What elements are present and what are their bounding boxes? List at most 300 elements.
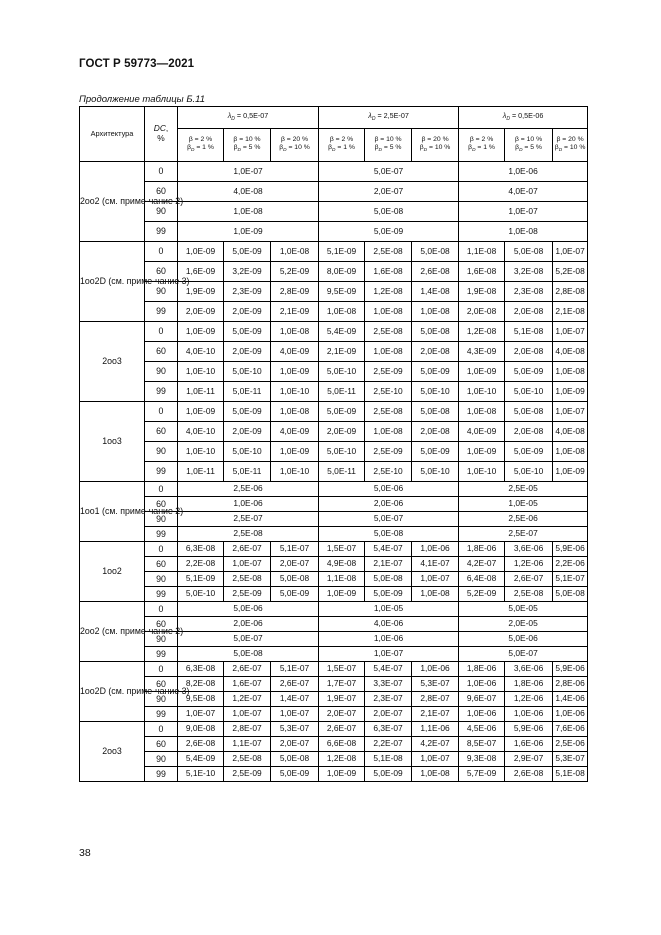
value-cell: 1,0E-10 (459, 382, 505, 402)
architecture-label: 1oo3 (102, 436, 122, 447)
header-dc-label: DC (153, 123, 166, 134)
table-row (80, 722, 588, 737)
value-cell: 3,2E-08 (505, 262, 553, 282)
value-cell: 4,0E-08 (553, 342, 588, 362)
header-architecture: Архитектура (80, 107, 145, 162)
table-row (80, 602, 588, 617)
architecture-label: 2oo3 (102, 356, 122, 367)
value-cell: 1,0E-08 (553, 362, 588, 382)
value-cell: 2,0E-08 (412, 342, 459, 362)
value-cell: 1,0E-07 (319, 647, 459, 662)
value-cell: 2,0E-08 (505, 342, 553, 362)
table-row (80, 587, 588, 602)
value-cell: 5,0E-07 (459, 647, 588, 662)
table-header (80, 107, 588, 162)
dc-cell: 60 (145, 617, 178, 632)
table-row (80, 362, 588, 382)
value-cell: 5,1E-09 (319, 242, 365, 262)
value-cell: 2,0E-08 (505, 422, 553, 442)
value-cell: 5,0E-08 (271, 572, 319, 587)
value-cell: 5,0E-08 (553, 587, 588, 602)
table-row (80, 542, 588, 557)
document-header: ГОСТ Р 59773—2021 (79, 58, 195, 70)
value-cell: 5,0E-07 (319, 512, 459, 527)
value-cell: 2,8E-08 (553, 282, 588, 302)
dc-cell: 99 (145, 647, 178, 662)
dc-cell: 99 (145, 382, 178, 402)
table-row (80, 322, 588, 342)
beta-line: β = 20 % (280, 136, 309, 144)
value-cell: 1,0E-08 (459, 222, 588, 242)
value-cell: 6,4E-08 (459, 572, 505, 587)
value-cell: 4,0E-08 (178, 182, 319, 202)
value-cell: 2,6E-07 (505, 572, 553, 587)
beta-d-subscript: D (332, 148, 336, 154)
lambda-symbol: λ (227, 111, 232, 121)
table-row (80, 527, 588, 542)
value-cell: 2,5E-06 (178, 482, 319, 497)
value-cell: 1,0E-06 (459, 677, 505, 692)
value-cell: 9,3E-08 (459, 752, 505, 767)
value-cell: 5,4E-07 (365, 662, 412, 677)
value-cell: 5,0E-06 (319, 482, 459, 497)
value-cell: 5,0E-08 (319, 527, 459, 542)
value-cell: 2,6E-08 (412, 262, 459, 282)
dc-cell: 90 (145, 632, 178, 647)
value-cell: 4,9E-08 (319, 557, 365, 572)
beta-d-symbol: β (187, 144, 191, 152)
value-cell: 9,0E-08 (178, 722, 224, 737)
header-dc: DC, % (145, 107, 178, 162)
value-cell: 4,0E-10 (178, 422, 224, 442)
beta-line: β = 20 % (421, 136, 449, 144)
value-cell: 4,0E-08 (553, 422, 588, 442)
value-cell: 2,0E-06 (178, 617, 319, 632)
value-cell: 1,0E-08 (459, 402, 505, 422)
value-cell: 5,0E-09 (365, 587, 412, 602)
value-cell: 1,0E-05 (319, 602, 459, 617)
value-cell: 1,2E-06 (505, 692, 553, 707)
value-cell: 5,0E-11 (224, 382, 271, 402)
value-cell: 5,0E-09 (505, 362, 553, 382)
beta-d-symbol: β (374, 144, 379, 152)
table-row (80, 482, 588, 497)
dc-cell: 60 (145, 422, 178, 442)
value-cell: 2,5E-08 (224, 572, 271, 587)
value-cell: 5,0E-08 (319, 202, 459, 222)
lambda-symbol: λ (502, 111, 507, 121)
value-cell: 1,0E-08 (365, 422, 412, 442)
value-cell: 2,6E-07 (319, 722, 365, 737)
header-beta-cell (412, 129, 459, 162)
value-cell: 2,0E-09 (224, 342, 271, 362)
value-cell: 1,9E-09 (178, 282, 224, 302)
value-cell: 1,4E-08 (412, 282, 459, 302)
beta-d-subscript: D (283, 148, 287, 154)
value-cell: 5,0E-09 (319, 402, 365, 422)
value-cell: 5,2E-08 (553, 262, 588, 282)
value-cell: 4,0E-06 (319, 617, 459, 632)
beta-d-symbol: β (279, 144, 284, 152)
value-cell: 2,5E-10 (365, 382, 412, 402)
value-cell: 5,0E-09 (319, 222, 459, 242)
table-row (80, 462, 588, 482)
value-cell: 1,6E-06 (505, 737, 553, 752)
value-cell: 1,6E-08 (365, 262, 412, 282)
dc-cell: 90 (145, 202, 178, 222)
value-cell: 2,5E-09 (365, 362, 412, 382)
dc-cell: 0 (145, 242, 178, 262)
value-cell: 5,3E-07 (412, 677, 459, 692)
beta-d-subscript: D (519, 148, 523, 154)
value-cell: 3,2E-09 (224, 262, 271, 282)
value-cell: 6,6E-08 (319, 737, 365, 752)
value-cell: 4,2E-07 (412, 737, 459, 752)
dc-cell: 90 (145, 362, 178, 382)
value-cell: 5,0E-10 (505, 462, 553, 482)
value-cell: 1,1E-06 (412, 722, 459, 737)
value-cell: 1,0E-09 (459, 362, 505, 382)
value-cell: 5,0E-10 (319, 442, 365, 462)
value-cell: 1,0E-11 (178, 462, 224, 482)
value-cell: 1,0E-11 (178, 382, 224, 402)
lambda-value: = 0,5E-07 (236, 111, 269, 121)
table-row (80, 302, 588, 322)
value-cell: 1,0E-07 (553, 322, 588, 342)
value-cell: 1,0E-06 (412, 542, 459, 557)
value-cell: 2,6E-08 (178, 737, 224, 752)
value-cell: 5,0E-09 (224, 402, 271, 422)
lambda-subscript: D (371, 116, 376, 123)
dc-cell: 60 (145, 182, 178, 202)
dc-cell: 99 (145, 767, 178, 782)
dc-cell: 0 (145, 402, 178, 422)
value-cell: 2,6E-08 (505, 767, 553, 782)
value-cell: 2,6E-07 (271, 677, 319, 692)
value-cell: 5,0E-09 (412, 442, 459, 462)
value-cell: 5,1E-07 (271, 662, 319, 677)
value-cell: 5,0E-07 (178, 632, 319, 647)
value-cell: 5,2E-09 (271, 262, 319, 282)
value-cell: 1,0E-10 (271, 462, 319, 482)
dc-cell: 99 (145, 707, 178, 722)
value-cell: 5,7E-09 (459, 767, 505, 782)
table-body (80, 162, 588, 782)
value-cell: 1,0E-07 (553, 402, 588, 422)
table-row (80, 737, 588, 752)
beta-d-value: = 1 % (337, 144, 355, 152)
value-cell: 1,0E-08 (271, 322, 319, 342)
value-cell: 2,8E-09 (271, 282, 319, 302)
table-row (80, 752, 588, 767)
value-cell: 2,3E-08 (505, 282, 553, 302)
value-cell: 5,0E-09 (224, 322, 271, 342)
value-cell: 1,2E-08 (365, 282, 412, 302)
value-cell: 1,9E-07 (319, 692, 365, 707)
value-cell: 1,0E-07 (412, 752, 459, 767)
value-cell: 2,5E-07 (459, 527, 588, 542)
dc-cell: 90 (145, 752, 178, 767)
value-cell: 1,0E-06 (505, 707, 553, 722)
header-beta-cell (459, 129, 505, 162)
table-row (80, 442, 588, 462)
beta-d-symbol: β (419, 144, 424, 152)
value-cell: 1,0E-07 (271, 707, 319, 722)
value-cell: 2,1E-09 (319, 342, 365, 362)
beta-d-value: = 5 % (524, 144, 542, 152)
value-cell: 4,0E-07 (459, 182, 588, 202)
dc-cell: 0 (145, 662, 178, 677)
dc-cell: 99 (145, 462, 178, 482)
page-number: 38 (79, 847, 91, 859)
table-row (80, 242, 588, 262)
value-cell: 1,0E-08 (412, 767, 459, 782)
value-cell: 2,5E-08 (224, 752, 271, 767)
header-beta-cell (271, 129, 319, 162)
value-cell: 1,0E-08 (412, 302, 459, 322)
value-cell: 5,0E-11 (224, 462, 271, 482)
value-cell: 1,0E-09 (319, 587, 365, 602)
value-cell: 1,1E-08 (319, 572, 365, 587)
beta-d-subscript: D (558, 148, 563, 154)
architecture-label: 1oo2D (см. приме-чание 3) (80, 276, 190, 287)
value-cell: 1,2E-07 (224, 692, 271, 707)
value-cell: 2,0E-09 (178, 302, 224, 322)
value-cell: 1,0E-07 (224, 707, 271, 722)
value-cell: 2,6E-07 (224, 662, 271, 677)
header-beta-cell (178, 129, 224, 162)
value-cell: 4,0E-09 (271, 342, 319, 362)
dc-cell: 90 (145, 512, 178, 527)
table-row (80, 162, 588, 182)
beta-d-value: = 10 % (564, 144, 586, 152)
value-cell: 6,3E-08 (178, 662, 224, 677)
value-cell: 2,5E-09 (224, 587, 271, 602)
value-cell: 5,1E-07 (271, 542, 319, 557)
table-row (80, 632, 588, 647)
dc-cell: 99 (145, 302, 178, 322)
value-cell: 5,0E-08 (271, 752, 319, 767)
beta-d-subscript: D (191, 148, 195, 154)
value-cell: 5,0E-09 (224, 242, 271, 262)
value-cell: 9,6E-07 (459, 692, 505, 707)
value-cell: 1,0E-08 (319, 302, 365, 322)
value-cell: 5,1E-08 (553, 767, 588, 782)
value-cell: 2,8E-07 (412, 692, 459, 707)
value-cell: 2,2E-06 (553, 557, 588, 572)
value-cell: 5,0E-08 (365, 572, 412, 587)
value-cell: 2,5E-07 (178, 512, 319, 527)
value-cell: 1,2E-08 (319, 752, 365, 767)
value-cell: 1,0E-10 (178, 442, 224, 462)
value-cell: 5,0E-05 (459, 602, 588, 617)
value-cell: 1,0E-08 (365, 302, 412, 322)
value-cell: 1,5E-07 (319, 542, 365, 557)
reliability-table (79, 106, 588, 782)
value-cell: 1,0E-09 (553, 382, 588, 402)
value-cell: 5,3E-07 (271, 722, 319, 737)
beta-line: β = 20 % (556, 136, 584, 144)
value-cell: 5,0E-10 (505, 382, 553, 402)
architecture-label: 1oo2 (102, 566, 122, 577)
value-cell: 5,0E-11 (319, 462, 365, 482)
value-cell: 5,0E-09 (271, 767, 319, 782)
header-lambda-group (459, 107, 588, 129)
table-row (80, 692, 588, 707)
value-cell: 1,0E-07 (412, 572, 459, 587)
lambda-subscript: D (506, 116, 510, 123)
beta-d-value: = 10 % (428, 144, 451, 152)
value-cell: 3,3E-07 (365, 677, 412, 692)
value-cell: 5,0E-10 (224, 362, 271, 382)
value-cell: 1,6E-09 (178, 262, 224, 282)
value-cell: 1,0E-09 (178, 222, 319, 242)
value-cell: 2,5E-08 (505, 587, 553, 602)
value-cell: 5,4E-09 (319, 322, 365, 342)
value-cell: 1,5E-07 (319, 662, 365, 677)
table-row (80, 402, 588, 422)
beta-line: β = 2 % (329, 136, 354, 144)
value-cell: 2,5E-10 (365, 462, 412, 482)
value-cell: 2,1E-08 (553, 302, 588, 322)
value-cell: 7,6E-06 (553, 722, 588, 737)
value-cell: 5,1E-08 (505, 322, 553, 342)
header-beta-cell (505, 129, 553, 162)
header-beta-cell (224, 129, 271, 162)
value-cell: 4,0E-09 (459, 422, 505, 442)
dc-cell: 0 (145, 162, 178, 182)
beta-d-subscript: D (423, 148, 428, 154)
value-cell: 3,6E-06 (505, 662, 553, 677)
value-cell: 2,5E-08 (365, 322, 412, 342)
beta-d-symbol: β (233, 144, 238, 152)
value-cell: 5,4E-07 (365, 542, 412, 557)
value-cell: 5,0E-09 (365, 767, 412, 782)
header-lambda-group (178, 107, 319, 129)
beta-line: β = 2 % (469, 136, 494, 144)
dc-cell: 0 (145, 602, 178, 617)
value-cell: 2,3E-07 (365, 692, 412, 707)
value-cell: 2,5E-08 (365, 402, 412, 422)
value-cell: 1,4E-06 (553, 692, 588, 707)
beta-d-symbol: β (328, 144, 333, 152)
value-cell: 2,0E-08 (505, 302, 553, 322)
value-cell: 5,0E-10 (224, 442, 271, 462)
architecture-label: 1oo1 (см. приме-чание 2) (80, 506, 184, 517)
beta-d-symbol: β (554, 144, 559, 152)
beta-d-value: = 5 % (242, 144, 261, 152)
beta-line: β = 10 % (374, 136, 402, 144)
value-cell: 5,0E-08 (505, 242, 553, 262)
dc-cell: 60 (145, 262, 178, 282)
table-row (80, 557, 588, 572)
architecture-label: 2oo2 (см. приме-чание 2) (80, 196, 184, 207)
header-beta-cell (319, 129, 365, 162)
dc-cell: 0 (145, 542, 178, 557)
value-cell: 1,0E-10 (271, 382, 319, 402)
beta-d-value: = 5 % (383, 144, 402, 152)
value-cell: 1,6E-08 (459, 262, 505, 282)
value-cell: 1,0E-08 (178, 202, 319, 222)
value-cell: 2,8E-07 (224, 722, 271, 737)
value-cell: 4,0E-10 (178, 342, 224, 362)
value-cell: 2,5E-08 (365, 242, 412, 262)
value-cell: 2,0E-05 (459, 617, 588, 632)
value-cell: 1,0E-09 (271, 362, 319, 382)
value-cell: 5,3E-07 (553, 752, 588, 767)
header-lambda-group (319, 107, 459, 129)
value-cell: 2,5E-06 (459, 512, 588, 527)
value-cell: 5,0E-08 (505, 402, 553, 422)
value-cell: 5,0E-10 (178, 587, 224, 602)
lambda-value: = 0,5E-06 (511, 111, 544, 121)
value-cell: 5,1E-07 (553, 572, 588, 587)
beta-line: β = 10 % (233, 136, 261, 144)
value-cell: 2,0E-08 (412, 422, 459, 442)
value-cell: 1,0E-08 (271, 402, 319, 422)
value-cell: 1,0E-07 (459, 202, 588, 222)
value-cell: 5,0E-07 (319, 162, 459, 182)
value-cell: 1,1E-07 (224, 737, 271, 752)
dc-cell: 60 (145, 497, 178, 512)
architecture-cell (80, 542, 145, 602)
beta-line: β = 10 % (514, 136, 543, 144)
dc-cell: 90 (145, 282, 178, 302)
value-cell: 9,5E-08 (178, 692, 224, 707)
value-cell: 9,5E-09 (319, 282, 365, 302)
architecture-cell (80, 402, 145, 482)
value-cell: 5,4E-09 (178, 752, 224, 767)
dc-cell: 90 (145, 692, 178, 707)
value-cell: 3,6E-06 (505, 542, 553, 557)
table-row (80, 222, 588, 242)
value-cell: 1,7E-07 (319, 677, 365, 692)
dc-cell: 99 (145, 527, 178, 542)
beta-d-value: = 1 % (196, 144, 214, 152)
value-cell: 1,0E-09 (178, 322, 224, 342)
value-cell: 1,9E-08 (459, 282, 505, 302)
value-cell: 1,0E-08 (412, 587, 459, 602)
dc-cell: 0 (145, 722, 178, 737)
dc-cell: 0 (145, 322, 178, 342)
value-cell: 1,8E-06 (459, 662, 505, 677)
value-cell: 5,9E-06 (553, 662, 588, 677)
value-cell: 8,5E-07 (459, 737, 505, 752)
table-row (80, 382, 588, 402)
value-cell: 1,0E-09 (553, 462, 588, 482)
value-cell: 5,2E-09 (459, 587, 505, 602)
value-cell: 1,0E-07 (224, 557, 271, 572)
value-cell: 2,6E-07 (224, 542, 271, 557)
value-cell: 2,1E-09 (271, 302, 319, 322)
dc-cell: 90 (145, 572, 178, 587)
table-row (80, 647, 588, 662)
value-cell: 5,9E-06 (505, 722, 553, 737)
architecture-label: 2oo2 (см. приме-чание 2) (80, 626, 184, 637)
table-row (80, 422, 588, 442)
dc-cell: 90 (145, 442, 178, 462)
value-cell: 1,0E-09 (459, 442, 505, 462)
beta-d-subscript: D (378, 148, 382, 154)
beta-d-value: = 10 % (288, 144, 310, 152)
value-cell: 6,3E-08 (178, 542, 224, 557)
value-cell: 5,0E-11 (319, 382, 365, 402)
value-cell: 1,0E-10 (459, 462, 505, 482)
beta-d-subscript: D (472, 148, 476, 154)
value-cell: 5,9E-06 (553, 542, 588, 557)
value-cell: 4,3E-09 (459, 342, 505, 362)
header-beta-cell (553, 129, 588, 162)
